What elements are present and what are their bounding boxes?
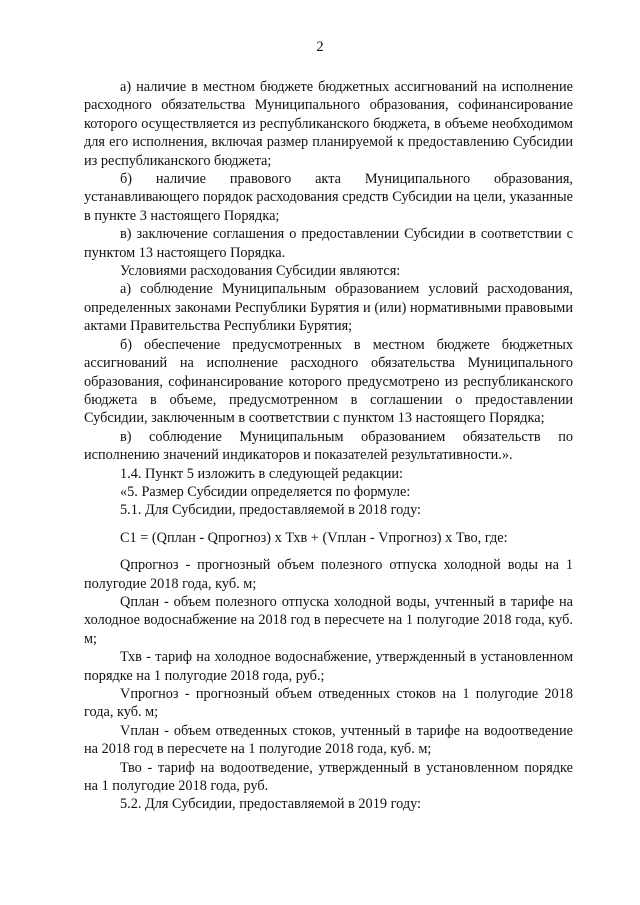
paragraph-item-5-1: 5.1. Для Субсидии, предоставляемой в 2018 году: [120,502,422,519]
page-number: 2 [316,39,324,55]
paragraph-condition-c: в) заключение соглашения о предоставлении Субсидии в соответствии с пунктом 13 настоящего Порядка. [84,226,573,261]
paragraph-spending-a: а) соблюдение Муниципальным образованием условий расходования, определенных законами Республики Бурятия и (или) нормативными правовыми актами Правительства Республики Бурятия; [84,281,573,335]
document-body [84,78,573,814]
paragraph-spending-conditions-heading: Условиями расходования Субсидии являются: [120,263,401,280]
definition-q-forecast: Qпрогноз - прогнозный объем полезного отпуска холодной воды на 1 полугодие 2018 года, куб. м; [84,557,573,592]
definition-v-forecast: Vпрогноз - прогнозный объем отведенных стоков на 1 полугодие 2018 года, куб. м; [84,686,573,721]
paragraph-item-1-4: 1.4. Пункт 5 изложить в следующей редакции: [120,465,403,482]
definition-wastewater-tariff: Тво - тариф на водоотведение, утвержденный в установленном порядке на 1 полугодие 2018 года, руб. [84,759,573,795]
paragraph-item-5-2: 5.2. Для Субсидии, предоставляемой в 2019 году: [120,796,422,813]
paragraph-spending-c: в) соблюдение Муниципальным образованием обязательств по исполнению значений индикаторов и показателей результативности.». [84,428,573,464]
paragraph-item-5: «5. Размер Субсидии определяется по формуле: [120,483,411,500]
paragraph-spending-b: б) обеспечение предусмотренных в местном бюджете бюджетных ассигнований на исполнение расходного обязательства Муниципального образования, софинансирование которого предусмотрено из республиканского бюджета в объеме, предусмотренном в соглашении о предоставлении Субсидии, заключенным в соответствии с пунктом 13 настоящего Порядка; [84,336,573,427]
paragraph-condition-a: а) наличие в местном бюджете бюджетных ассигнований на исполнение расходного обязательства Муниципального образования, софинансирование которого осуществляется из республиканского бюджета, в объеме необходимом для его исполнения, включая размер планируемой к предоставлению Субсидии из республиканского бюджета; [84,79,573,169]
definition-q-plan: Qплан - объем полезного отпуска холодной воды, учтенный в тарифе на холодное водоснабжение на 2018 год в пересчете на 1 полугодие 2018 года, куб. м; [84,593,573,647]
subsidy-formula: С1 = (Qплан - Qпрогноз) х Тхв + (Vплан - Vпрогноз) х Тво, где: [120,529,508,546]
definition-cold-water-tariff: Тхв - тариф на холодное водоснабжение, утвержденный в установленном порядке на 1 полугодие 2018 года, руб.; [84,649,573,684]
paragraph-condition-b: б) наличие правового акта Муниципального образования, устанавливающего порядок расходования средств Субсидии на цели, указанные в пункте 3 настоящего Порядка; [84,171,573,224]
definition-v-plan: Vплан - объем отведенных стоков, учтенный в тарифе на водоотведение на 2018 год в пересчете на 1 полугодие 2018 года, куб. м; [84,722,573,758]
